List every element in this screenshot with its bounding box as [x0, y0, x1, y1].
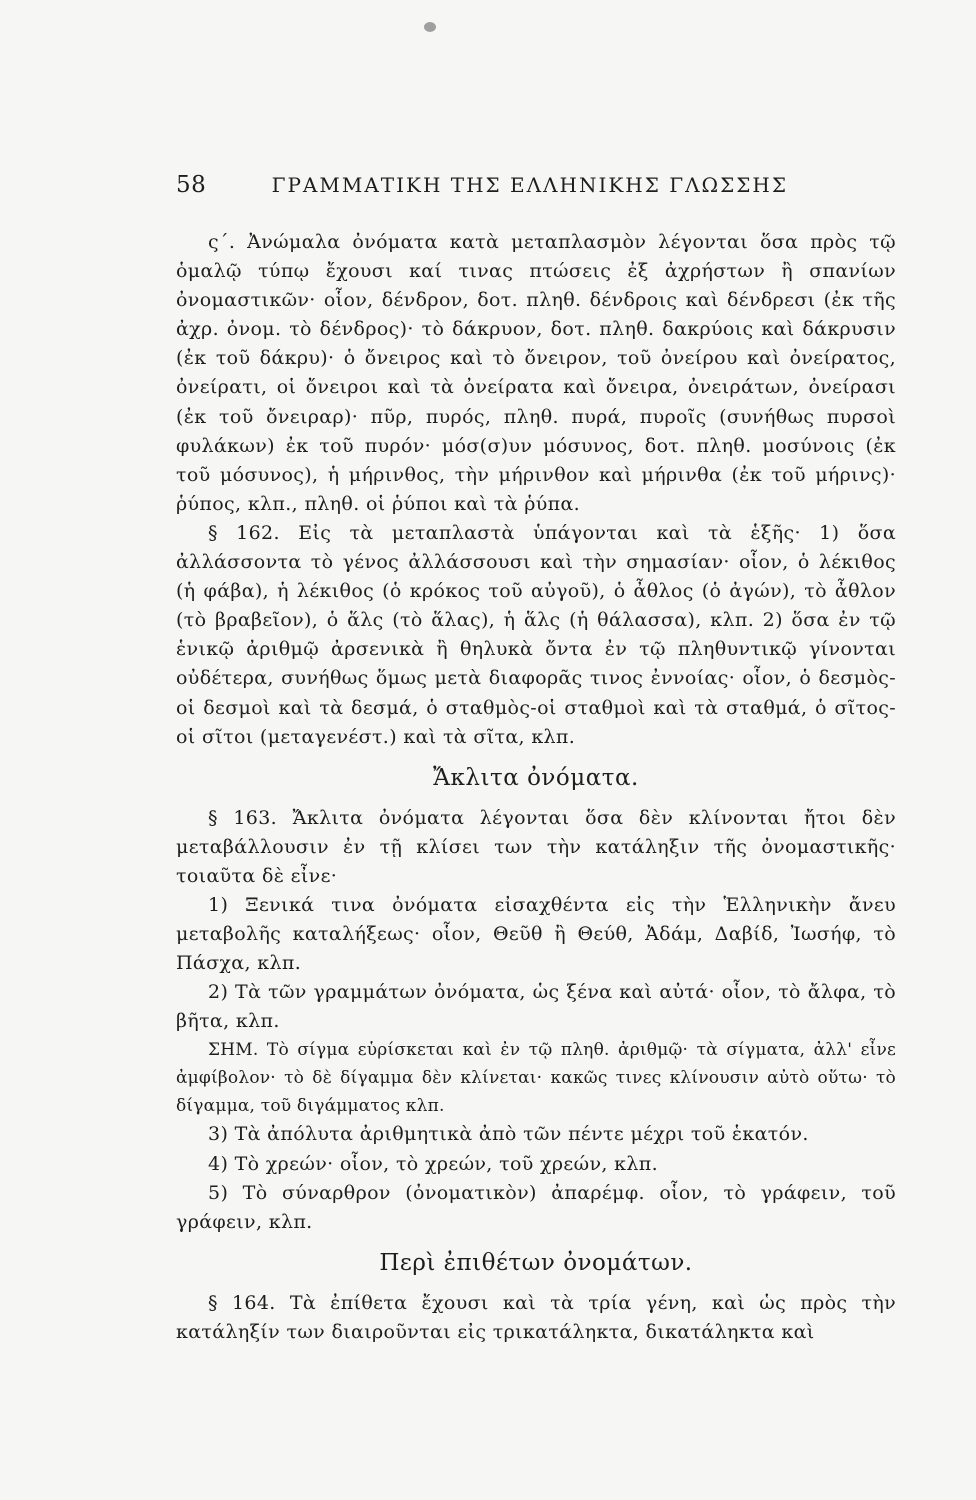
- paragraph-section-162: § 162. Εἰς τὰ μεταπλαστὰ ὑπάγονται καὶ τὰ ἑξῆς· 1) ὅσα ἀλλάσσοντα τὸ γένος ἀλλάσσουσι καὶ τὴν σημασίαν· οἷον, ὁ λέκιθος (ἡ φάβα), ἡ λέκιθος (ὁ κρόκος τοῦ αὐγοῦ), ὁ ἆθλος (ὁ ἀγών), τὸ ἆθλον (τὸ βραβεῖον), ὁ ἅλς (τὸ ἅλας), ἡ ἅλς (ἡ θάλασσα), κλπ. 2) ὅσα ἐν τῷ ἑνικῷ ἀριθμῷ ἀρσενικὰ ἢ θηλυκὰ ὄντα ἐν τῷ πληθυντικῷ γίνονται οὐδέτερα, συνήθως ὅμως μετὰ διαφορᾶς τινος ἐννοίας· οἷον, ὁ δεσμὸς-οἱ δεσμοὶ καὶ τὰ δεσμά, ὁ σταθμὸς-οἱ σταθμοὶ καὶ τὰ σταθμά, ὁ σῖτος-οἱ σῖτοι (μεταγενέστ.) καὶ τὰ σῖτα, κλπ.: [176, 521, 896, 748]
- heading-indeclinable-nouns: Ἄκλιτα ὀνόματα.: [433, 764, 639, 791]
- paragraph-section-164: § 164. Τὰ ἐπίθετα ἔχουσι καὶ τὰ τρία γένη, καὶ ὡς πρὸς τὴν κατάληξίν των διαιροῦνται εἰς τρικατάληκτα, δικατάληκτα καὶ: [176, 1291, 896, 1343]
- note-sigma: ΣΗΜ. Τὸ σίγμα εὑρίσκεται καὶ ἐν τῷ πληθ. ἀριθμῷ· τὰ σίγματα, ἀλλ' εἶνε ἀμφίβολον· τὸ δὲ δίγαμμα δὲν κλίνεται· κακῶς τινες κλίνουσιν αὐτὸ οὕτω· τὸ δίγαμμα, τοῦ διγάμματος κλπ.: [176, 1040, 896, 1117]
- list-item-foreign-names: 1) Ξενικά τινα ὀνόματα εἰσαχθέντα εἰς τὴν Ἑλληνικὴν ἄνευ μεταβολῆς καταλήξεως· οἷον, Θεῦθ ἢ Θεύθ, Ἀδάμ, Δαβίδ, Ἰωσήφ, τὸ Πάσχα, κλπ.: [176, 893, 896, 975]
- page-number: 58: [176, 172, 207, 198]
- list-item-chreon: 4) Τὸ χρεών· οἷον, τὸ χρεών, τοῦ χρεών, κλπ.: [208, 1152, 658, 1175]
- paragraph-anomalous-nouns: ς΄. Ἀνώμαλα ὀνόματα κατὰ μεταπλασμὸν λέγονται ὅσα πρὸς τῷ ὁμαλῷ τύπῳ ἔχουσι καί τινας πτώσεις ἐξ ἀχρήστων ἢ σπανίων ὀνομαστικῶν· οἷον, δένδρον, δοτ. πληθ. δένδροις καὶ δένδρεσι (ἐκ τῆς ἀχρ. ὀνομ. τὸ δένδρος)· τὸ δάκρυον, δοτ. πληθ. δακρύοις καὶ δάκρυσιν (ἐκ τοῦ δάκρυ)· ὁ ὄνειρος καὶ τὸ ὄνειρον, τοῦ ὀνείρου καὶ ὀνείρατος, ὀνείρατι, οἱ ὄνειροι καὶ τὰ ὀνείρατα καὶ ὄνειρα, ὀνειράτων, ὀνείρασι (ἐκ τοῦ ὄνειραρ)· πῦρ, πυρός, πληθ. πυρά, πυροῖς (συνήθως πυρσοὶ φυλάκων) ἐκ τοῦ πυρόν· μόσ(σ)υν μόσυνος, δοτ. πληθ. μοσύνοις (ἐκ τοῦ μόσυνος), ἡ μήρινθος, τὴν μήρινθον καὶ μήρινθα (ἐκ τοῦ μήρινς)· ῥύπος, κλπ., πληθ. οἱ ῥύποι καὶ τὰ ῥύπα.: [176, 231, 896, 515]
- paragraph-section-163: § 163. Ἄκλιτα ὀνόματα λέγονται ὅσα δὲν κλίνονται ἤτοι δὲν μεταβάλλουσιν ἐν τῇ κλίσει των τὴν κατάληξιν τῆς ὀνομαστικῆς· τοιαῦτα δὲ εἶνε·: [176, 806, 896, 887]
- ink-spot: [424, 22, 436, 32]
- list-item-infinitive: 5) Τὸ σύναρθρον (ὀνοματικὸν) ἀπαρέμφ. οἷον, τὸ γράφειν, τοῦ γράφειν, κλπ.: [176, 1181, 896, 1233]
- page-body: [176, 228, 896, 1347]
- running-header: [176, 172, 788, 198]
- list-item-letter-names: 2) Τὰ τῶν γραμμάτων ὀνόματα, ὡς ξένα καὶ αὐτά· οἷον, τὸ ἄλφα, τὸ βῆτα, κλπ.: [176, 981, 896, 1033]
- list-item-numerals: 3) Τὰ ἀπόλυτα ἀριθμητικὰ ἀπὸ τῶν πέντε μέχρι τοῦ ἑκατόν.: [208, 1123, 809, 1146]
- book-title: ΓΡΑΜΜΑΤΙΚΗ ΤΗΣ ΕΛΛΗΝΙΚΗΣ ΓΛΩΣΣΗΣ: [271, 173, 788, 197]
- heading-adjectives: Περὶ ἐπιθέτων ὀνομάτων.: [379, 1249, 693, 1276]
